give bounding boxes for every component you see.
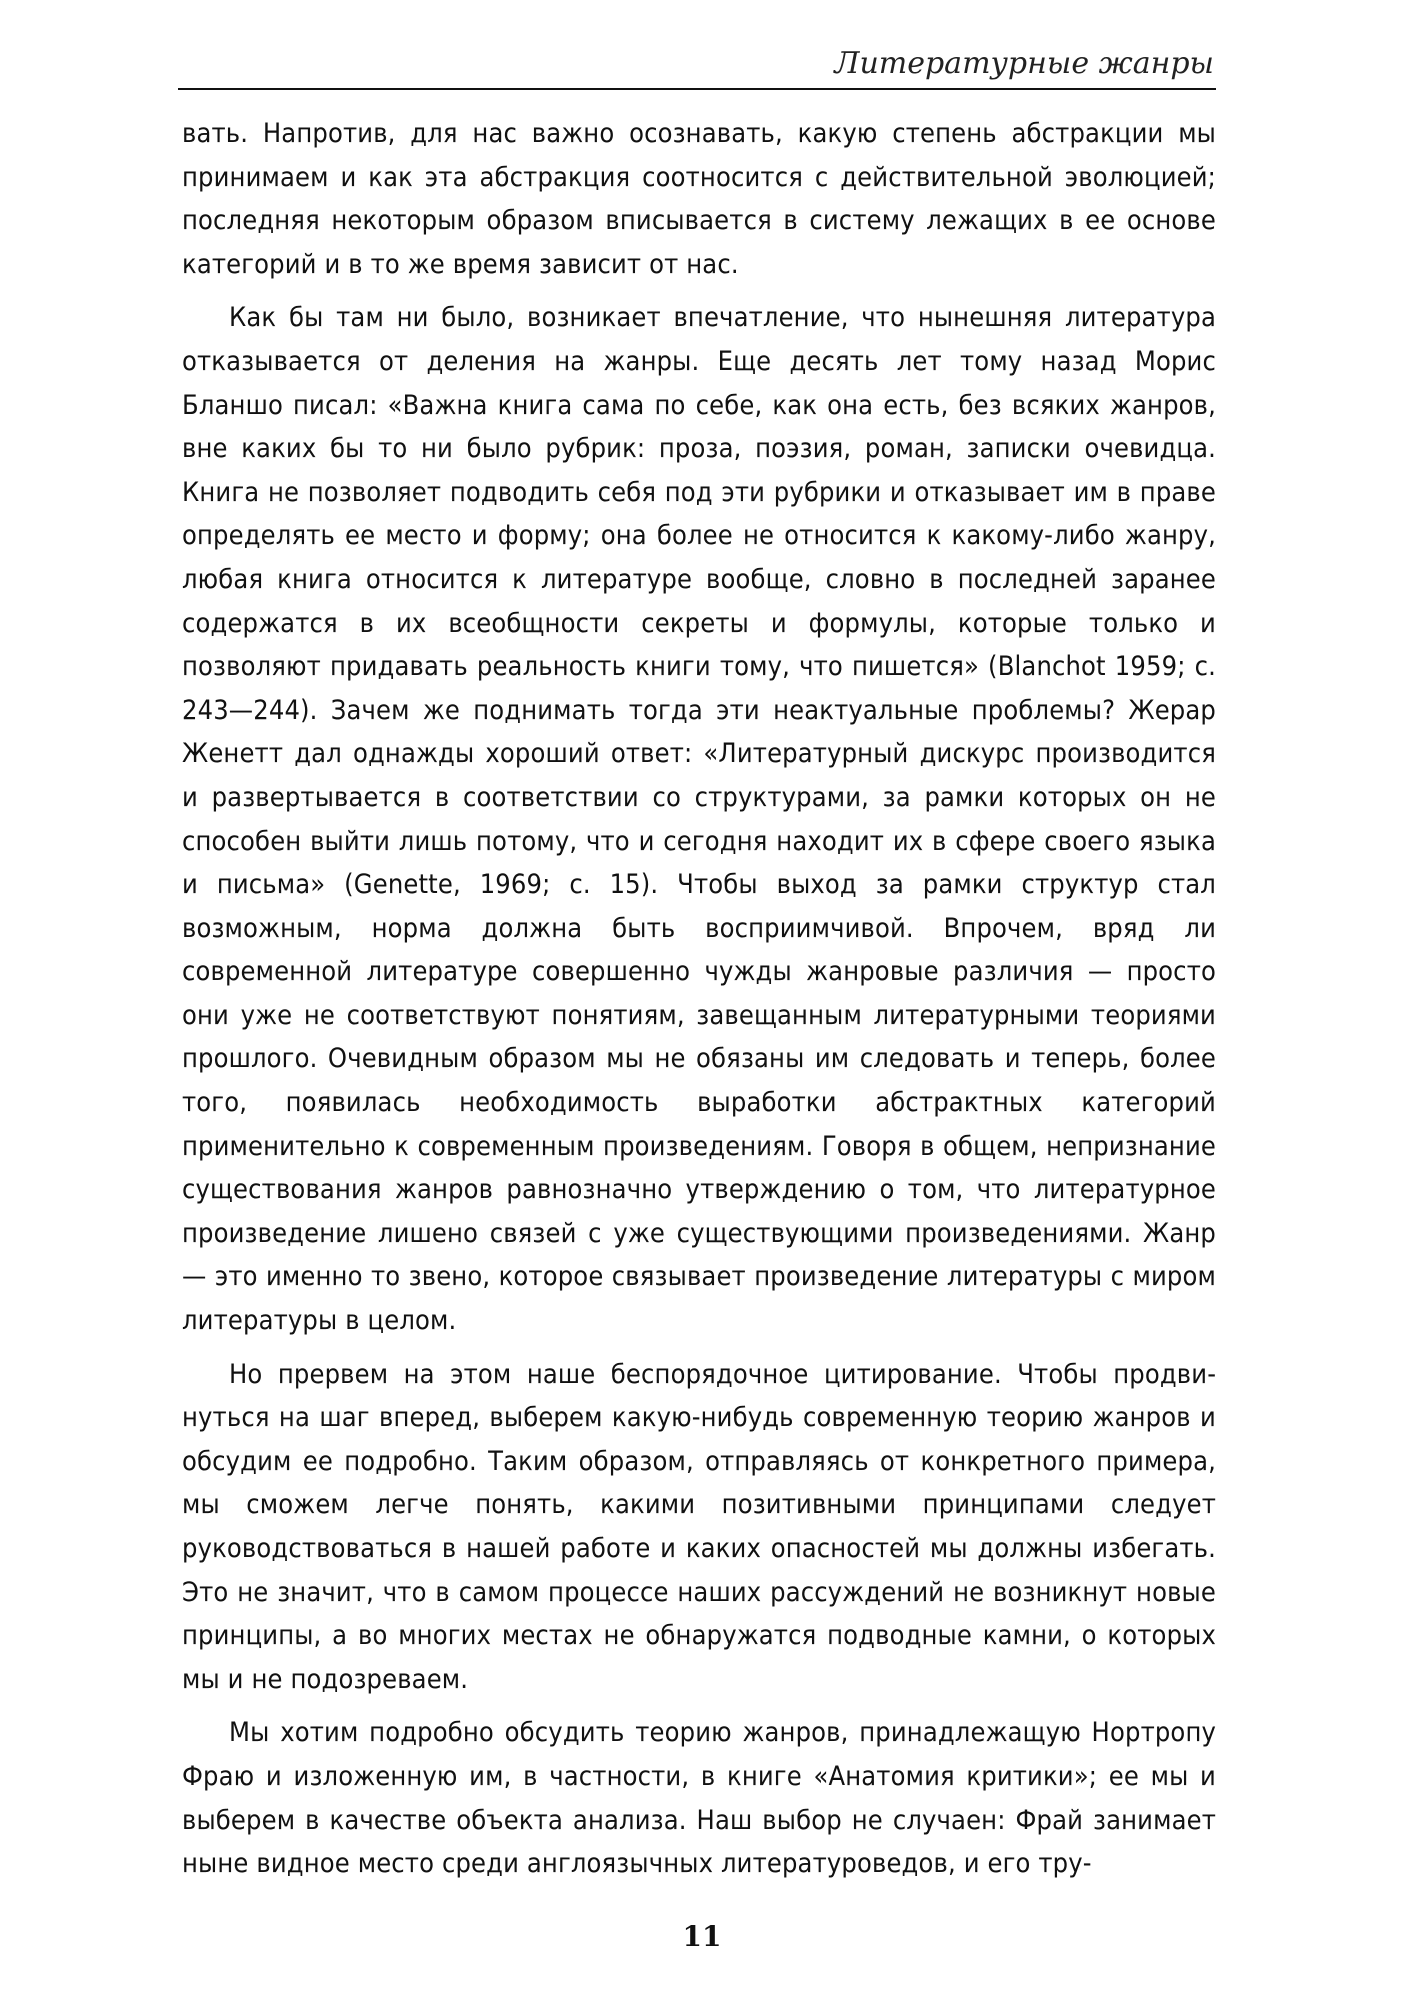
- paragraph-blanchot-quote: Как бы там ни было, возникает впечатление, что нынешняя литература отказывается от деления на жанры. Еще десять лет тому назад Морис Бланшо писал: «Важна книга сама по себе, как она есть, без всяких жанров, вне каких бы то ни было рубрик: проза, поэзия, роман, записки очевидца. Книга не позволяет подводить себя под эти рубрики и отказывает им в праве определять ее место и форму; она более не относится к какому-либо жанру, любая книга относится к литературе вообще, словно в последней заранее содержатся в их всеобщности секреты и формулы, которые только и позволяют придавать реальность книги тому, что пишется» (Blanchot 1959; с. 243—244). Зачем же поднимать тогда эти неактуальные проблемы? Жерар Женетт дал однажды хороший ответ: «Литературный дискурс производится и развертывается в соответствии со структурами, за рамки которых он не способен выйти лишь потому, что и сегодня находит их в сфере своего языка и письма» (Genette, 1969; с. 15). Чтобы выход за рамки структур стал возможным, норма должна быть восприимчивой. Впрочем, вряд ли современной литературе совершенно чужды жанровые различия — просто они уже не соответствуют понятиям, завещанным литературными теориями прошлого. Очевидным образом мы не обязаны им следовать и теперь, более того, появилась необходимость выработки абстрактных категорий применительно к современным произведениям. Говоря в общем, непризнание существования жанров равнозначно утверждению о том, что литературное произведение лишено связей с уже существующими произведениями. Жанр — это именно то звено, которое связывает произведение литературы с миром литературы в целом.: [182, 302, 1216, 1337]
- page-number: 11: [682, 1920, 722, 1953]
- running-header-title: Литературные жанры: [834, 46, 1214, 81]
- running-header: [178, 40, 1216, 90]
- paragraph-concrete-theory: Но прервем на этом наше беспорядочное цитирование. Чтобы продвинуться на шаг вперед, выберем какую-нибудь современную теорию жанров и обсудим ее подробно. Таким образом, отправляясь от конкретного примера, мы сможем легче понять, какими позитивными принципами следует руководствоваться в нашей работе и каких опасностей мы должны избегать. Это не значит, что в самом процессе наших рассуждений не возникнут новые принципы, а во многих местах не обнаружатся подводные камни, о которых мы и не подозреваем.: [182, 1358, 1216, 1695]
- body-text: [182, 112, 1216, 1896]
- paragraph-continuation: вать. Напротив, для нас важно осознавать, какую степень абстракции мы принимаем и как эта абстракция соотносится с действительной эволюцией; последняя некоторым образом вписывается в систему лежащих в ее основе категорий и в то же время зависит от нас.: [182, 118, 1216, 280]
- paragraph-frye-theory: Мы хотим подробно обсудить теорию жанров, принадлежащую Нортропу Фраю и изложенную им, в частности, в книге «Анатомия критики»; ее мы и выберем в качестве объекта анализа. Наш выбор не случаен: Фрай занимает ныне видное место среди англоязычных литературоведов, и его тру-: [182, 1717, 1216, 1880]
